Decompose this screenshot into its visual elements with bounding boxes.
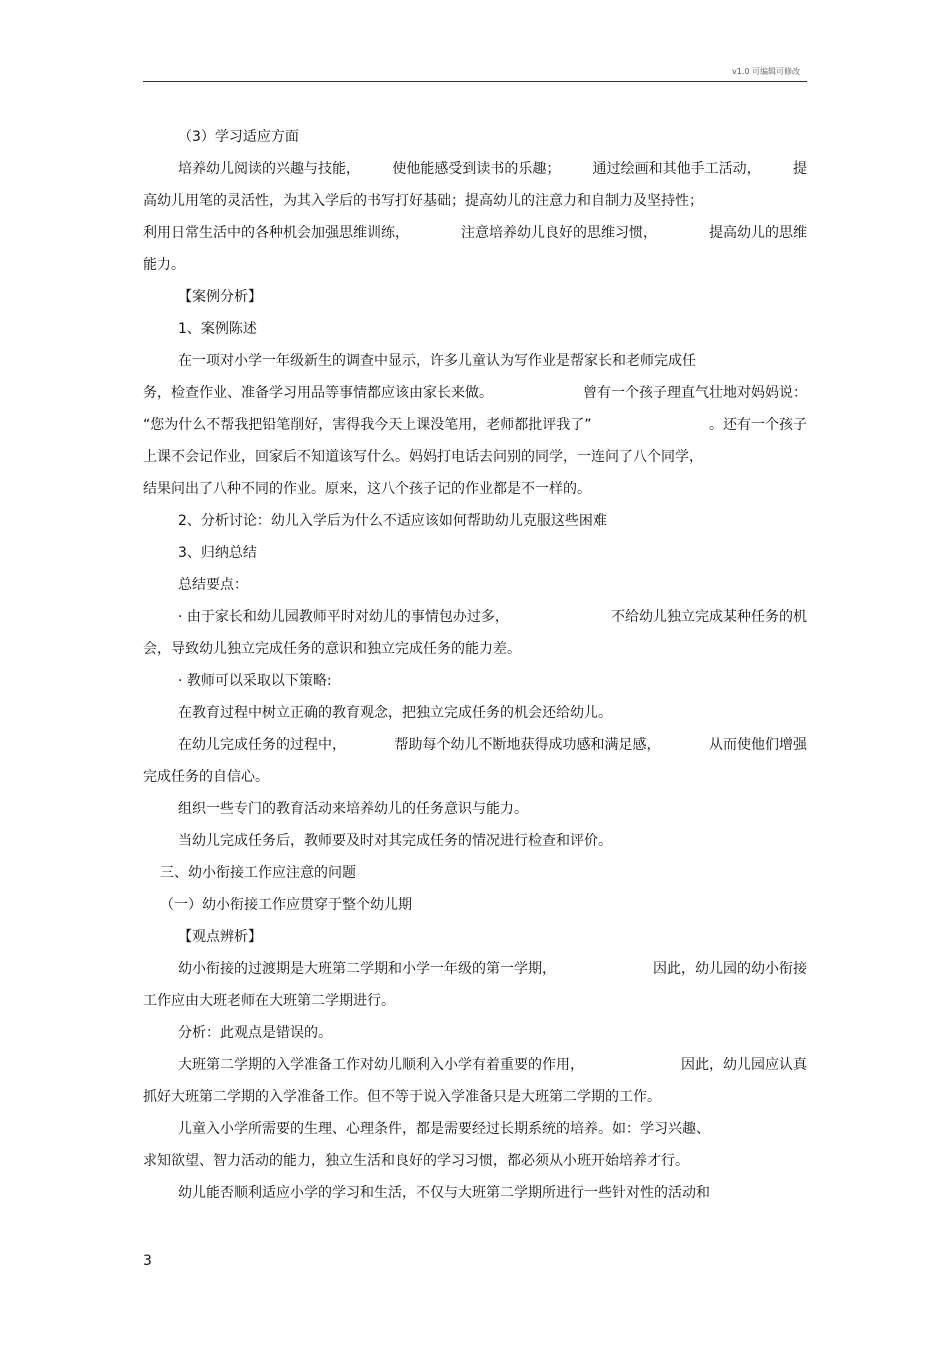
text-segment: 总结要点： (178, 577, 248, 593)
text-segment: （一）幼小衔接工作应贯穿于整个幼儿期 (160, 897, 412, 913)
text-line (143, 285, 807, 317)
text-line (143, 925, 807, 957)
text-line (143, 957, 807, 989)
text-line (143, 893, 807, 925)
text-segment: 提高幼儿的思维 (709, 225, 807, 241)
text-line (143, 157, 807, 189)
text-line (143, 317, 807, 349)
text-line (143, 189, 807, 221)
text-line (143, 573, 807, 605)
text-segment: 【案例分析】 (178, 289, 262, 305)
text-segment: 曾有一个孩子理直气壮地对妈妈说： (583, 385, 807, 401)
text-segment: 完成任务的自信心。 (143, 769, 269, 785)
text-segment: 当幼儿完成任务后，教师要及时对其完成任务的情况进行检查和评价。 (178, 833, 612, 849)
text-line (143, 349, 807, 381)
text-segment: 因此，幼儿园应认真 (681, 1057, 807, 1073)
text-segment: 儿童入小学所需要的生理、心理条件，都是需要经过长期系统的培养。如：学习兴趣、 (178, 1121, 710, 1137)
text-segment: 求知欲望、智力活动的能力，独立生活和良好的学习习惯，都必须从小班开始培养才行。 (143, 1153, 689, 1169)
text-line (143, 861, 807, 893)
text-line (143, 701, 807, 733)
text-line (143, 1117, 807, 1149)
document-body (143, 125, 807, 1213)
text-segment: 利用日常生活中的各种机会加强思维训练， (143, 225, 409, 241)
text-segment: 不给幼儿独立完成某种任务的机 (611, 609, 807, 625)
text-segment: 抓好大班第二学期的入学准备工作。但不等于说入学准备只是大班第二学期的工作。 (143, 1089, 661, 1105)
text-line (143, 669, 807, 701)
text-segment: 三、幼小衔接工作应注意的问题 (160, 865, 356, 881)
text-line (143, 477, 807, 509)
text-segment: 使他能感受到读书的乐趣； (392, 161, 561, 177)
text-segment: 大班第二学期的入学准备工作对幼儿顺利入小学有着重要的作用， (178, 1057, 584, 1073)
text-segment: · 教师可以采取以下策略: (178, 673, 332, 689)
text-segment: 工作应由大班老师在大班第二学期进行。 (143, 993, 395, 1009)
text-segment: 能力。 (143, 257, 185, 273)
text-line (143, 1085, 807, 1117)
text-segment: “您为什么不帮我把铅笔削好，害得我今天上课没笔用，老师都批评我了” (143, 417, 592, 433)
text-line (143, 541, 807, 573)
text-segment: 帮助每个幼儿不断地获得成功感和满足感， (394, 737, 661, 753)
text-line (143, 637, 807, 669)
text-line (143, 797, 807, 829)
text-segment: 从而使他们增强 (709, 737, 807, 753)
page-header-text: v1.0 可编辑可修改 (732, 67, 800, 76)
text-segment: 1、案例陈述 (178, 321, 257, 337)
text-line (143, 509, 807, 541)
text-segment: 注意培养幼儿良好的思维习惯， (461, 225, 657, 241)
text-line (143, 733, 807, 765)
text-line (143, 445, 807, 477)
text-line (143, 1021, 807, 1053)
page-number: 3 (143, 1253, 152, 1269)
header-rule (143, 81, 807, 82)
text-segment: 【观点辨析】 (178, 929, 262, 945)
text-segment: 幼儿能否顺利适应小学的学习和生活， (178, 1185, 416, 1201)
text-line (143, 1053, 807, 1085)
text-segment: 。还有一个孩子 (709, 417, 807, 433)
text-segment: 培养幼儿阅读的兴趣与技能， (178, 161, 360, 177)
text-segment: 务，检查作业、准备学习用品等事情都应该由家长来做。 (143, 385, 493, 401)
text-segment: 高幼儿用笔的灵活性，为其入学后的书写打好基础；提高幼儿的注意力和自制力及坚持性； (143, 193, 703, 209)
text-line (143, 989, 807, 1021)
text-segment: 会，导致幼儿独立完成任务的意识和独立完成任务的能力差。 (143, 641, 521, 657)
text-segment: 3、归纳总结 (178, 545, 257, 561)
text-segment: 分析：此观点是错误的。 (178, 1025, 332, 1041)
text-line (143, 221, 807, 253)
text-segment: 组织一些专门的教育活动来培养幼儿的任务意识与能力。 (178, 801, 528, 817)
text-line (143, 605, 807, 637)
text-line (143, 1181, 807, 1213)
text-segment: 通过绘画和其他手工活动， (592, 161, 761, 177)
text-line (143, 253, 807, 285)
text-segment: 不仅与大班第二学期所进行一些针对性的活动和 (416, 1185, 710, 1201)
text-segment: 提 (792, 161, 807, 177)
text-segment: · 由于家长和幼儿园教师平时对幼儿的事情包办过多， (178, 609, 509, 625)
text-segment: 在幼儿完成任务的过程中， (178, 737, 346, 753)
text-segment: 上课不会记作业，回家后不知道该写什么。妈妈打电话去问别的同学，一连问了八个同学， (143, 449, 703, 465)
text-line (143, 413, 807, 445)
text-segment: 幼小衔接的过渡期是大班第二学期和小学一年级的第一学期， (178, 961, 556, 977)
text-segment: 结果问出了八种不同的作业。原来，这八个孩子记的作业都是不一样的。 (143, 481, 591, 497)
text-segment: 因此，幼儿园的幼小衔接 (653, 961, 807, 977)
text-line (143, 1149, 807, 1181)
text-segment: （3）学习适应方面 (178, 129, 299, 145)
text-line (143, 125, 807, 157)
text-segment: 在一项对小学一年级新生的调查中显示，许多儿童认为写作业是帮家长和老师完成任 (178, 353, 696, 369)
text-line (143, 381, 807, 413)
text-line (143, 829, 807, 861)
text-segment: 2、分析讨论：幼儿入学后为什么不适应该如何帮助幼儿克服这些困难 (178, 513, 607, 529)
text-line (143, 765, 807, 797)
text-segment: 在教育过程中树立正确的教育观念，把独立完成任务的机会还给幼儿。 (178, 705, 612, 721)
